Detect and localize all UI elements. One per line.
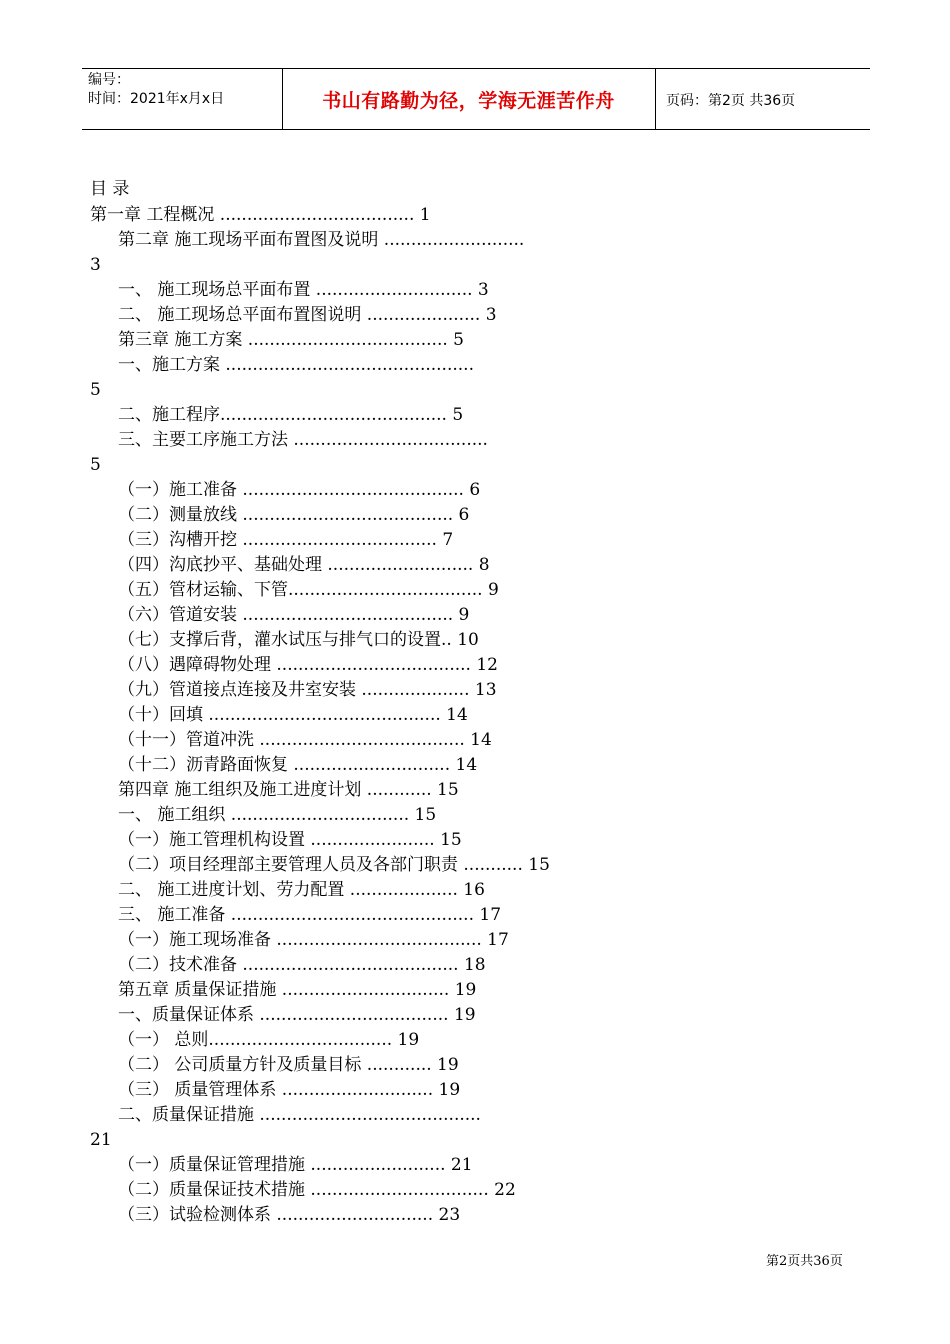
toc-entry: （三）沟槽开挖 .................................... 7 [118, 530, 454, 550]
toc-entry: （二）技术准备 ........................................ 18 [118, 955, 486, 975]
document-number-label: 编号： [88, 72, 130, 88]
page-header [82, 68, 870, 130]
toc-entry: 第三章 施工方案 ..................................... 5 [118, 330, 464, 350]
toc-entry: （三） 质量管理体系 ............................ 19 [118, 1080, 461, 1100]
toc-entry-page: 3 [90, 255, 101, 275]
toc-entry: （十二）沥青路面恢复 ............................. 14 [118, 755, 478, 775]
toc-entry: 第四章 施工组织及施工进度计划 ............ 15 [118, 780, 459, 800]
toc-entry: （二）项目经理部主要管理人员及各部门职责 ........... 15 [118, 855, 550, 875]
page-footer: 第2页共36页 [766, 1254, 843, 1269]
toc-entry: 一、施工方案 .............................................. [118, 355, 474, 375]
toc-entry: 二、施工程序.......................................... 5 [118, 405, 464, 425]
toc-entry: （四）沟底抄平、基础处理 ........................... 8 [118, 555, 490, 575]
toc-entry: （六）管道安装 ....................................... 9 [118, 605, 470, 625]
toc-entry: 二、 施工现场总平面布置图说明 ..................... 3 [118, 305, 497, 325]
toc-entry-page: 5 [90, 455, 101, 475]
toc-entry: （五）管材运输、下管.................................... 9 [118, 580, 499, 600]
header-divider-right [655, 69, 656, 129]
toc-entry: 第五章 质量保证措施 ............................... 19 [118, 980, 477, 1000]
toc-entry: （一）施工准备 ......................................... 6 [118, 480, 481, 500]
header-meta [88, 71, 224, 109]
toc-entry: 一、质量保证体系 ................................... 19 [118, 1005, 476, 1025]
toc-entry-page: 5 [90, 380, 101, 400]
toc-entry: 三、主要工序施工方法 .................................... [118, 430, 488, 450]
toc-entry: （十一）管道冲洗 ...................................... 14 [118, 730, 492, 750]
toc-entry: （七）支撑后背，灌水试压与排气口的设置.. 10 [118, 630, 479, 650]
toc-entry: （二）质量保证技术措施 ................................. 22 [118, 1180, 516, 1200]
toc-entry: （二）测量放线 ....................................... 6 [118, 505, 470, 525]
toc-entry: （十）回填 ........................................... 14 [118, 705, 468, 725]
toc-entry: 二、 施工进度计划、劳力配置 .................... 16 [118, 880, 485, 900]
toc-entry: （八）遇障碍物处理 .................................... 12 [118, 655, 498, 675]
toc-entry: （一）质量保证管理措施 ......................... 21 [118, 1155, 473, 1175]
document-time-label: 时间：2021年x月x日 [88, 91, 225, 107]
toc-entry: （一）施工管理机构设置 ....................... 15 [118, 830, 462, 850]
toc-entry-page: 21 [90, 1130, 112, 1150]
header-motto: 书山有路勤为径，学海无涯苦作舟 [322, 89, 615, 112]
toc-entry: 二、质量保证措施 ......................................... [118, 1105, 481, 1125]
toc-entry: （二） 公司质量方针及质量目标 ............ 19 [118, 1055, 459, 1075]
toc-entry: 一、 施工现场总平面布置 ............................. 3 [118, 280, 489, 300]
toc-entry: （一） 总则.................................. 19 [118, 1030, 420, 1050]
toc-entry: 三、 施工准备 ............................................. 17 [118, 905, 502, 925]
toc-entry: 第二章 施工现场平面布置图及说明 .......................... [118, 230, 525, 250]
toc-entry: 一、 施工组织 ................................. 15 [118, 805, 437, 825]
toc-title: 目 录 [90, 179, 130, 199]
toc-entry: 第一章 工程概况 .................................... 1 [90, 205, 431, 225]
toc-entry: （九）管道接点连接及井室安装 .................... 13 [118, 680, 497, 700]
toc-entry: （三）试验检测体系 ............................. 23 [118, 1205, 461, 1225]
header-page-info: 页码：第2页 共36页 [666, 93, 796, 109]
toc-entry: （一）施工现场准备 ...................................... 17 [118, 930, 509, 950]
